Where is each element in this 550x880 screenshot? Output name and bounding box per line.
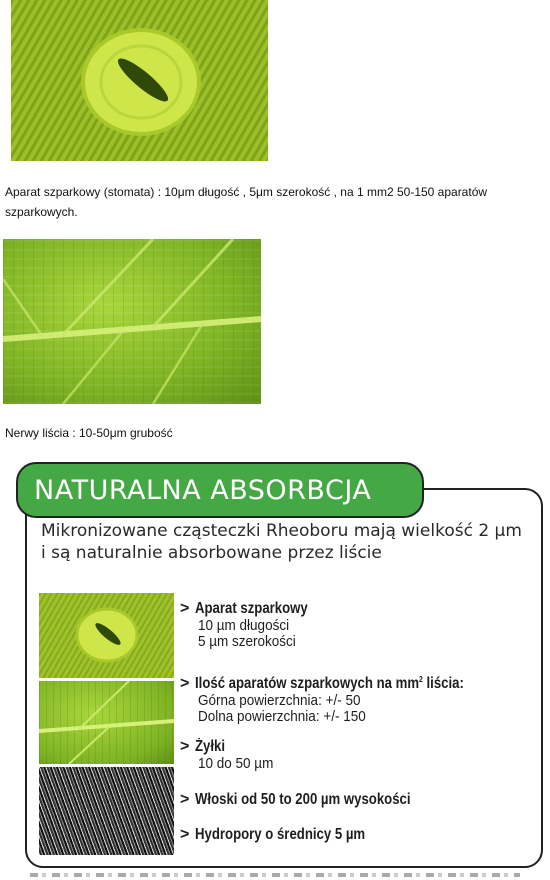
infographic-title-tab [16,462,424,518]
list-item [180,671,512,725]
arrow-icon: > [180,738,190,755]
list-item [180,738,284,772]
hairs-thumbnail [39,767,174,855]
veins-caption: Nerwy liścia : 10-50μm grubość [5,426,173,440]
item-heading: Żyłki [195,738,226,755]
stomata-caption: Aparat szparkowy (stomata) : 10μm długość , 5μm szerokość , na 1 mm2 50-150 aparatów szparkowych. [5,185,488,219]
item-heading: Włoski od 50 to 200 µm wysokości [195,791,411,808]
arrow-icon: > [180,675,190,693]
stomata-image [11,0,268,161]
arrow-icon: > [180,791,190,808]
arrow-icon: > [180,826,190,843]
infographic-intro: Mikronizowane cząsteczki Rheoboru mają wielkość 2 µm i są naturalnie absorbowane przez liście [41,521,522,563]
cropped-bottom-text [30,873,520,877]
item-detail: 10 do 50 µm [198,755,274,772]
leaf-veins-image [3,239,261,404]
veins-thumbnail [39,681,174,764]
arrow-icon: > [180,600,190,617]
list-item [180,826,396,844]
item-detail: 5 µm szerokości [198,633,296,650]
item-detail: Górna powierzchnia: +/- 50 [198,692,361,710]
item-heading: Aparat szparkowy [195,600,309,617]
stomata-thumbnail [39,593,174,678]
item-detail: Dolna powierzchnia: +/- 150 [198,708,366,726]
item-detail: 10 µm długości [198,617,290,634]
infographic-title: NATURALNA ABSORBCJA [34,474,372,506]
item-heading: Ilość aparatów szparkowych na $mm^2$ liścia: [195,675,465,693]
item-heading: Hydropory o średnicy 5 µm [195,826,366,843]
list-item [180,600,328,650]
list-item [180,791,449,809]
